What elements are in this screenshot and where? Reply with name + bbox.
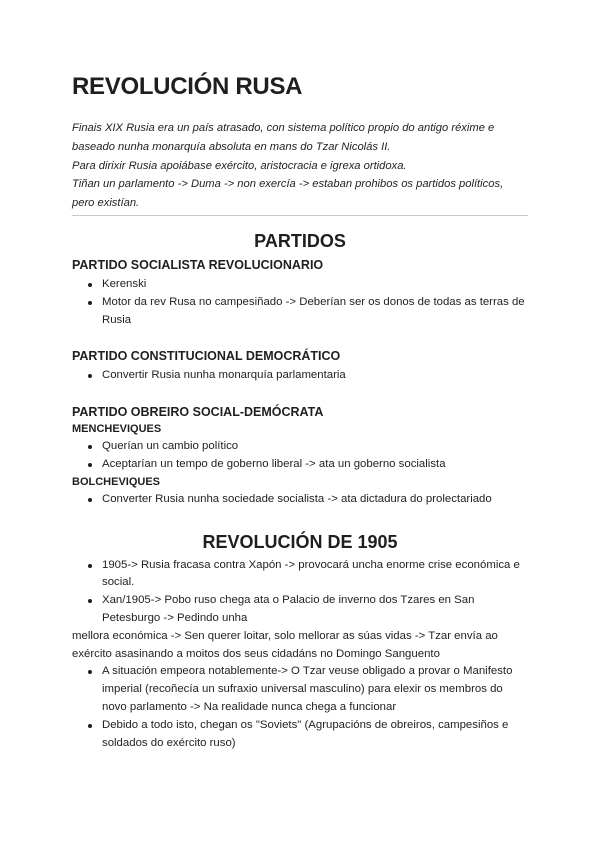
section-heading-partidos: PARTIDOS [254,231,346,251]
section-heading-revolucion-1905: REVOLUCIÓN DE 1905 [202,531,398,552]
faction-list-mencheviques [72,438,528,474]
list-item: 1905-> Rusia fracasa contra Xapón -> provocará uncha enorme crise económica e social. [102,557,528,593]
list-item: Kerenski [102,276,528,294]
intro-line: Para dirixir Rusia apoiábase exército, aristocracia e igrexa ortidoxa. [72,159,407,172]
list-item: Querían un cambio político [102,438,528,456]
intro-line: Tiñan un parlamento -> Duma -> non exercía -> estaban prohibos os partidos políticos, pero existían. [72,178,504,210]
list-item: Converter Rusia nunha sociedade socialista -> ata dictadura do prolectariado [102,491,528,509]
intro-block [72,119,528,213]
faction-title-bolcheviques: BOLCHEVIQUES [72,475,161,488]
party-list-constitucional-democratico [72,367,528,385]
revolution-list-a [72,557,528,628]
page-title: REVOLUCIÓN RUSA [72,73,303,100]
revolution-paragraph: mellora económica -> Sen querer loitar, solo mellorar as súas vidas -> Tzar envía ao exército asasinando a moitos dos seus cidadáns no Domingo Sanguento [72,629,498,660]
list-item: Convertir Rusia nunha monarquía parlamentaria [102,367,528,385]
list-item: Aceptarían un tempo de goberno liberal -> ata un goberno socialista [102,456,528,474]
content-flow [72,230,528,752]
list-item: A situación empeora notablemente-> O Tzar veuse obligado a provar o Manifesto imperial (recoñecía un sufraxio universal masculino) para elexir os membros do novo parlamento -> Na realidade nunca chega a funcionar [102,663,528,716]
list-item: Motor da rev Rusa no campesiñado -> Deberían ser os donos de todas as terras de Rusia [102,294,528,330]
revolution-list-b [72,663,528,752]
list-item: Xan/1905-> Pobo ruso chega ata o Palacio de inverno dos Tzares en San Petesburgo -> Pedindo unha [102,592,528,628]
list-item: Debido a todo isto, chegan os "Soviets" (Agrupacións de obreiros, campesiños e soldados do exército ruso) [102,717,528,753]
party-title-obreiro-social-democrata: PARTIDO OBREIRO SOCIAL-DEMÓCRATA [72,405,324,420]
party-title-constitucional-democratico: PARTIDO CONSTITUCIONAL DEMOCRÁTICO [72,349,341,364]
faction-list-bolcheviques [72,491,528,509]
party-title-socialista-revolucionario: PARTIDO SOCIALISTA REVOLUCIONARIO [72,258,324,272]
party-list-socialista-revolucionario [72,276,528,329]
divider [72,215,528,216]
faction-title-mencheviques: MENCHEVIQUES [72,423,162,436]
intro-line: Finais XIX Rusia era un país atrasado, con sistema político propio do antigo réxime e baseado nunha monarquía absoluta en mans do Tzar Nicolás II. [72,122,495,153]
